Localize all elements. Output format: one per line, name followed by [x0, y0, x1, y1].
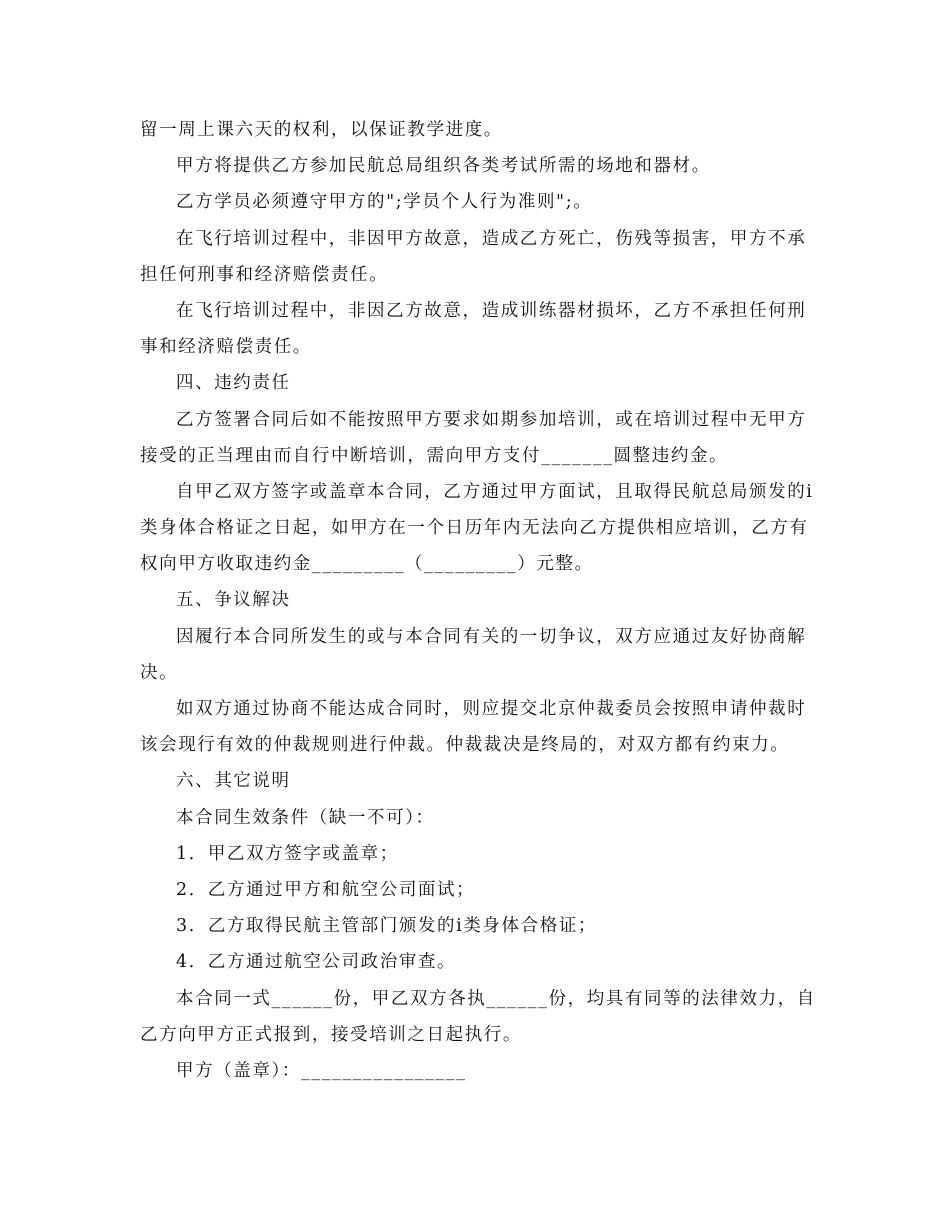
document-line: 乙方签署合同后如不能按照甲方要求如期参加培训，或在培训过程中无甲方 [176, 409, 807, 430]
document-line: 该会现行有效的仲裁规则进行仲裁。仲裁裁决是终局的，对双方都有约束力。 [140, 735, 790, 756]
document-line: 六、其它说明 [176, 771, 291, 792]
document-line: 在飞行培训过程中，非因乙方故意，造成训练器材损坏，乙方不承担任何刑 [176, 300, 807, 321]
document-line: 2．乙方通过甲方和航空公司面试； [176, 879, 476, 900]
document-line: 1．甲乙双方签字或盖章； [176, 843, 399, 864]
document-line: 四、违约责任 [176, 373, 291, 394]
document-line: 在飞行培训过程中，非因甲方故意，造成乙方死亡，伤残等损害，甲方不承 [176, 228, 807, 249]
document-line: 类身体合格证之日起，如甲方在一个日历年内无法向乙方提供相应培训，乙方有 [140, 518, 809, 539]
document-line: 自甲乙双方签字或盖章本合同，乙方通过甲方面试，且取得民航总局颁发的i [176, 481, 814, 502]
document-line: 权向甲方收取违约金_________（_________）元整。 [140, 554, 594, 575]
document-line: 乙方学员必须遵守甲方的";学员个人行为准则";。 [176, 192, 593, 213]
document-line: 担任何刑事和经济赔偿责任。 [140, 264, 389, 285]
document-line: 甲方（盖章）：________________ [176, 1060, 467, 1081]
document-body [140, 112, 816, 1089]
document-line: 本合同一式______份，甲乙双方各执______份，均具有同等的法律效力，自 [176, 988, 816, 1009]
document-line: 留一周上课六天的权利，以保证教学进度。 [140, 120, 503, 140]
document-line: 五、争议解决 [176, 590, 291, 611]
document-line: 3．乙方取得民航主管部门颁发的i类身体合格证； [176, 916, 598, 937]
document-line: 4．乙方通过航空公司政治审查。 [176, 952, 457, 973]
document-line: 事和经济赔偿责任。 [140, 337, 312, 358]
document-line: 接受的正当理由而自行中断培训，需向甲方支付_______圆整违约金。 [140, 445, 729, 466]
document-line: 乙方向甲方正式报到，接受培训之日起执行。 [140, 1024, 522, 1045]
document-line: 决。 [140, 662, 179, 683]
document-line: 甲方将提供乙方参加民航总局组织各类考试所需的场地和器材。 [176, 156, 711, 177]
document-line: 本合同生效条件（缺一不可）： [176, 807, 435, 828]
document-line: 因履行本合同所发生的或与本合同有关的一切争议，双方应通过友好协商解 [176, 626, 807, 647]
document-line: 如双方通过协商不能达成合同时，则应提交北京仲裁委员会按照申请仲裁时 [176, 699, 807, 719]
